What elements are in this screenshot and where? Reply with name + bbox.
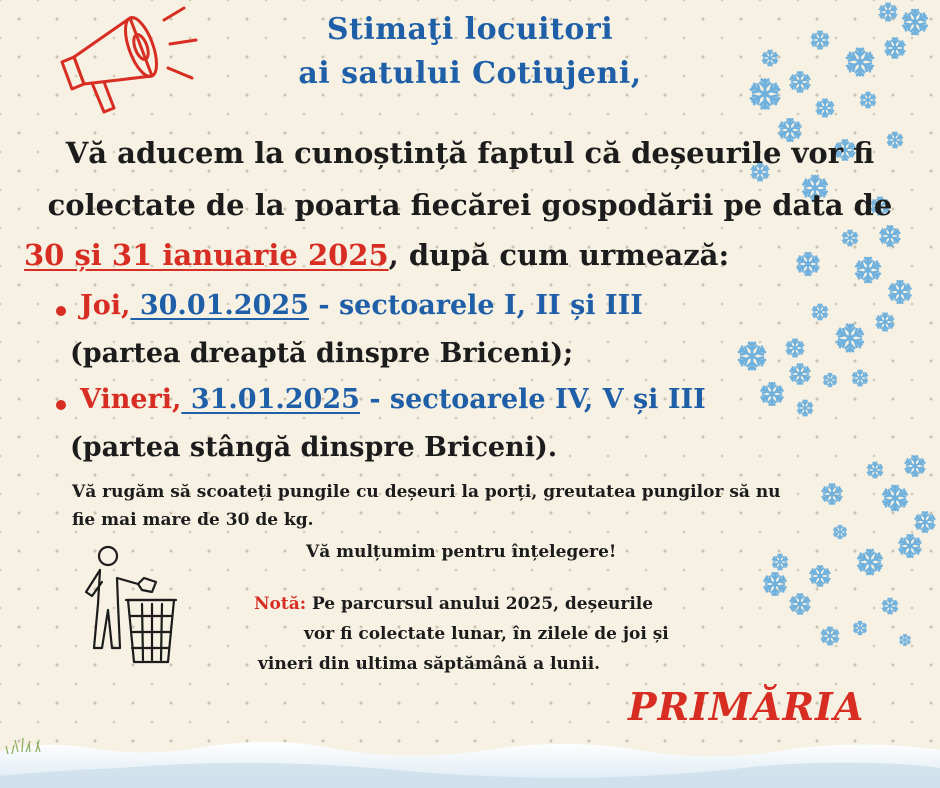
note-text: Pe parcursul anului 2025, deșeurile bbox=[306, 594, 654, 614]
snowflake-icon bbox=[842, 230, 858, 245]
snowflake-icon bbox=[738, 343, 765, 369]
snowflake-icon bbox=[889, 281, 912, 303]
snowflake-icon bbox=[821, 627, 839, 645]
schedule-day: Joi, bbox=[80, 290, 131, 321]
note-line-3: vineri din ultima săptămână a lunii. bbox=[258, 654, 601, 674]
snowflake-icon bbox=[764, 573, 787, 595]
schedule-sectors: - sectoarele I, II și III bbox=[308, 290, 643, 321]
snowflake-icon bbox=[858, 550, 883, 574]
note-label: Notă: bbox=[254, 594, 307, 614]
note-line-2: vor fi colectate lunar, în zilele de joi și bbox=[304, 624, 669, 644]
request-line-1: Vă rugăm să scoateți pungile cu deșeuri la porți, greutatea pungilor să nu bbox=[72, 482, 781, 502]
greeting-line-2: ai satului Cotiujeni, bbox=[298, 56, 642, 91]
snowflake-icon bbox=[905, 456, 925, 476]
snowflake-icon bbox=[816, 99, 834, 117]
snowy-ground bbox=[0, 738, 940, 788]
snowflake-icon bbox=[899, 635, 910, 646]
snowflake-icon bbox=[860, 92, 876, 107]
snowflake-icon bbox=[852, 370, 868, 385]
schedule-item-thursday bbox=[80, 290, 643, 321]
snowflake-icon bbox=[836, 325, 863, 351]
snowflake-icon bbox=[790, 594, 810, 614]
snowflake-icon bbox=[833, 525, 847, 538]
snowflake-icon bbox=[797, 400, 813, 415]
snowflake-icon bbox=[867, 462, 883, 477]
schedule-date: 31.01.2025 bbox=[181, 384, 360, 415]
schedule-day: Vineri, bbox=[80, 384, 182, 415]
signature-primaria: PRIMĂRIA bbox=[628, 684, 865, 729]
snowflake-icon bbox=[812, 304, 828, 319]
trash-disposal-icon bbox=[80, 544, 180, 666]
snowflake-icon bbox=[823, 373, 837, 386]
snowflake-icon bbox=[853, 621, 867, 634]
note-line-1 bbox=[254, 594, 653, 614]
intro-after-dates: , după cum urmează: bbox=[388, 238, 730, 272]
schedule-area: (partea dreaptă dinspre Briceni); bbox=[70, 338, 574, 369]
schedule-item-friday bbox=[80, 384, 706, 415]
snowflake-icon bbox=[883, 486, 908, 510]
request-line-2: fie mai mare de 30 de kg. bbox=[72, 510, 314, 530]
snowflake-icon bbox=[810, 566, 830, 586]
thanks-text: Vă mulțumim pentru înțelegere! bbox=[306, 542, 617, 562]
snowflake-icon bbox=[876, 313, 894, 331]
snowflake-icon bbox=[882, 598, 898, 613]
snowflake-icon bbox=[915, 512, 935, 532]
snowflake-icon bbox=[786, 339, 804, 357]
intro-line-2: colectate de la poarta fiecărei gospodării pe data de bbox=[47, 188, 893, 222]
schedule-date: 30.01.2025 bbox=[130, 290, 309, 321]
snowflake-icon bbox=[761, 383, 784, 405]
collection-dates: 30 și 31 ianuarie 2025 bbox=[24, 238, 389, 272]
intro-line-1: Vă aducem la cunoștință faptul că deșeurile vor fi bbox=[65, 136, 875, 170]
snowflake-icon bbox=[880, 226, 900, 246]
snowflake-icon bbox=[790, 364, 810, 384]
snowflake-icon bbox=[797, 253, 820, 275]
bullet-icon bbox=[56, 306, 66, 316]
schedule-area: (partea stângă dinspre Briceni). bbox=[70, 432, 558, 463]
snowflake-icon bbox=[822, 484, 842, 504]
greeting-line-1: Stimaţi locuitori bbox=[326, 12, 614, 47]
intro-line-3 bbox=[24, 238, 729, 272]
snowflake-icon bbox=[772, 554, 788, 569]
snowflake-icon bbox=[899, 535, 922, 557]
bullet-icon bbox=[56, 400, 66, 410]
snowflake-icon bbox=[856, 258, 881, 282]
schedule-sectors: - sectoarele IV, V și III bbox=[359, 384, 706, 415]
